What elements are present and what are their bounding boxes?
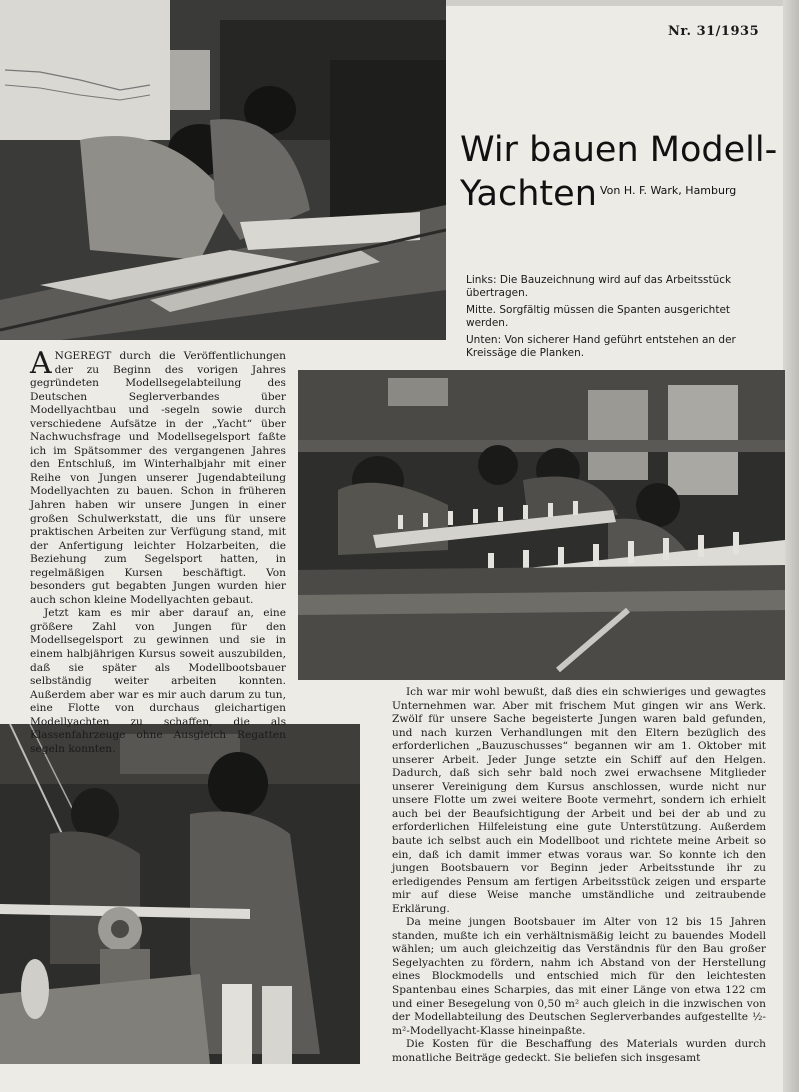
caption-text: Sorgfältig müssen die Spanten ausgerichtet werden. xyxy=(466,304,731,329)
caption-label: Unten: xyxy=(466,334,502,346)
caption-label: Mitte. xyxy=(466,304,497,316)
byline: Von H. F. Wark, Hamburg xyxy=(600,184,737,197)
caption-mitte xyxy=(466,304,756,330)
page-right-edge xyxy=(783,0,799,1092)
text-column-1 xyxy=(30,346,286,756)
caption-text: Von sicherer Hand geführt entstehen an der Kreissäge die Planken. xyxy=(466,334,736,359)
photo-frame-alignment xyxy=(298,370,785,680)
caption-unten xyxy=(466,334,756,360)
paragraph: Da meine jungen Bootsbauer im Alter von 12 bis 15 Jahren standen, mußte ich ein verhältnismäßig leicht zu bauendes Modell wählen; um auch gleichzeitig das Verständnis für den Bau großer Segelyachten zu fördern, nahm ich Abstand von der Herstellung eines Blockmodells und entschied mich für den leichtesten Spantenbau eines Scharpies, das mit einer Länge von etwa 122 cm und einer Besegelung von 0,50 m² auch gleich in die inzwischen von der Modellabteilung des Deutschen Seglerverbandes aufgestellte ½-m²-Modellyacht-Klasse hineinpaßte. xyxy=(392,916,766,1037)
caption-links xyxy=(466,274,756,300)
issue-number: Nr. 31/1935 xyxy=(668,24,760,39)
title-line-1: Wir bauen Modell- xyxy=(460,130,778,170)
paragraph xyxy=(30,346,286,607)
photo-captions xyxy=(466,274,756,364)
paragraph: Die Kosten für die Beschaffung des Materials wurden durch monatliche Beiträge gedeckt. Sie beliefen sich insgesamt xyxy=(392,1038,766,1064)
title-line-2: Yachten xyxy=(460,174,597,214)
caption-text: Die Bauzeichnung wird auf das Arbeitsstück übertragen. xyxy=(466,274,732,299)
photo-circular-saw xyxy=(0,724,360,1064)
photo-drawing-transfer xyxy=(0,0,446,340)
caption-label: Links: xyxy=(466,274,497,286)
text-column-2 xyxy=(392,686,766,1065)
paragraph: Jetzt kam es mir aber darauf an, eine größere Zahl von Jungen für den Modellsegelsport zu gewinnen und sie in einem halbjährigen Kursus soweit auszubilden, daß sie später als Modellbootsbauer selbständig weiter arbeiten konnten. Außerdem aber war es mir auch darum zu tun, eine Flotte von durchaus gleichartigen Modellyachten zu schaffen, die als Klassenfahrzeuge ohne Ausgleich Regatten segeln konnten. xyxy=(30,607,286,755)
article-title xyxy=(460,128,780,216)
paragraph: Ich war mir wohl bewußt, daß dies ein schwieriges und gewagtes Unternehmen war. Aber mit frischem Mut gingen wir ans Werk. Zwölf für unsere Sache begeisterte Jungen waren bald gefunden, und nach kurzen Verhandlungen mit den Eltern bezüglich des erforderlichen „Bauzuschusses“ begannen wir am 1. Oktober mit unserer Arbeit. Jeder Junge setzte ein Schiff auf den Helgen. Dadurch, daß sich sehr bald noch zwei erwachsene Mitglieder unserer Vereinigung dem Kursus anschlossen, wurde nicht nur unsere Flotte um zwei weitere Boote vermehrt, sondern ich erhielt auch bei der Beaufsichtigung der Arbeit und bei der ab und zu erforderlichen Hilfeleistung eine gute Unterstützung. Außerdem baute ich selbst auch ein Modellboot und richtete meine Arbeit so ein, daß ich damit immer etwas voraus war. So konnte ich den jungen Bootsbauern vor Beginn jeder Arbeitsstunde ihr zu erledigendes Pensum am fertigen Arbeitsstück zeigen und ersparte mir auf diese Weise manche umständliche und zeitraubende Erklärung. xyxy=(392,686,766,915)
paragraph-text: NGEREGT durch die Veröffentlichungen der zu Beginn des vorigen Jahres gegründeten Modellsegelabteilung des Deutschen Seglerverbandes über Modellyachtbau und -segeln sowie durch verschiedene Aufsätze in der „Yacht“ über Nachwuchsfrage und Modellsegelsport faßte ich im Spätsommer des vergangenen Jahres den Entschluß, im Winterhalbjahr mit einer Reihe von Jungen unserer Jugendabteilung Modellyachten zu bauen. Schon in früheren Jahren haben wir unsere Jungen in einer großen Schulwerkstatt, die uns für unsere praktischen Arbeiten zur Verfügung stand, mit der Anfertigung leichter Holzarbeiten, die Beziehung zum Segelsport hatten, in regelmäßigen Kursen beschäftigt. Von besonders gut begabten Jungen wurden hier auch schon kleine Modellyachten gebaut. xyxy=(30,350,286,606)
drop-cap: A xyxy=(30,346,52,381)
